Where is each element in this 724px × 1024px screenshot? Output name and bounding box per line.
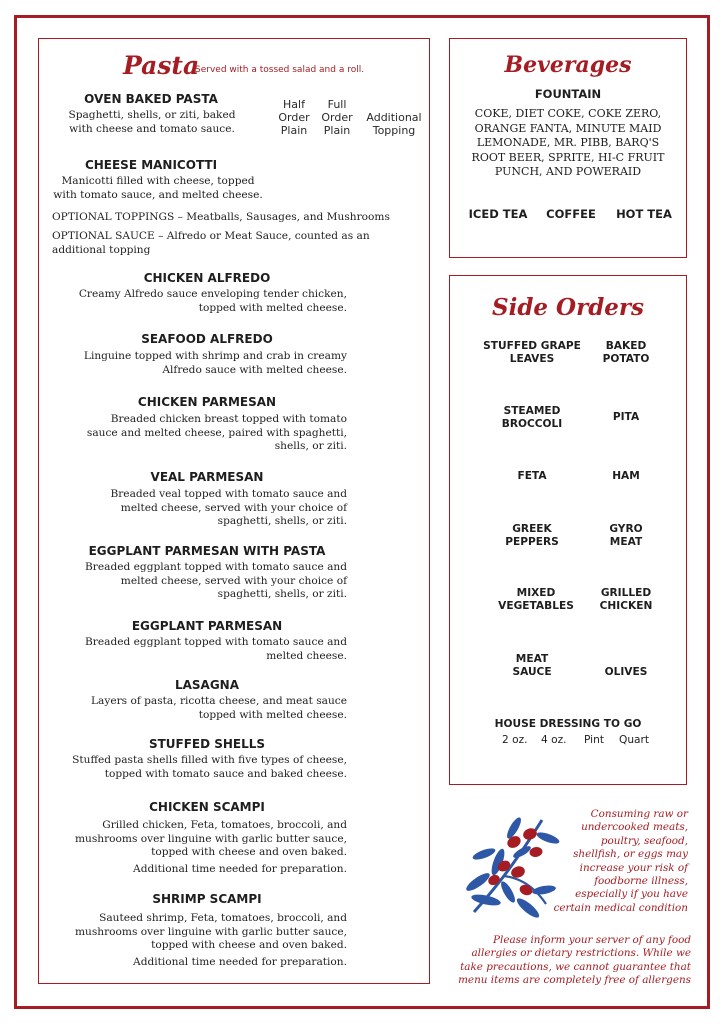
beverage-item: ICED TEA (468, 207, 528, 221)
olive-branch-icon (464, 808, 564, 918)
menu-item-description: Breaded veal topped with tomato sauce and melted cheese, served with your choice of spaghetti, shells, or ziti. (110, 488, 347, 528)
side-order-item: GYRO MEAT (609, 523, 643, 548)
menu-item-title: CHEESE MANICOTTI (84, 158, 218, 172)
menu-item-title: STUFFED SHELLS (148, 737, 266, 751)
beverage-item: HOT TEA (616, 207, 672, 221)
menu-item-title: SEAFOOD ALFREDO (141, 332, 273, 346)
menu-item-title: CHICKEN PARMESAN (137, 395, 277, 409)
pasta-subtitle: Served with a tossed salad and a roll. (195, 65, 365, 75)
dressing-size: Pint (584, 734, 604, 746)
beverages-title: Beverages (504, 52, 632, 78)
house-dressing-label: HOUSE DRESSING TO GO (494, 718, 642, 730)
side-order-item: GREEK PEPPERS (505, 523, 559, 548)
menu-item-title: CHICKEN ALFREDO (143, 271, 271, 285)
side-order-item: GRILLED CHICKEN (599, 587, 653, 612)
column-header-full-order: Full Order Plain (321, 98, 353, 137)
menu-item-title: CHICKEN SCAMPI (149, 800, 265, 814)
side-order-item: OLIVES (604, 666, 648, 678)
menu-item-title: SHRIMP SCAMPI (152, 892, 262, 906)
side-orders-title: Side Orders (491, 294, 644, 321)
side-order-item: MEAT SAUCE (512, 653, 552, 678)
menu-item-description: Creamy Alfredo sauce enveloping tender chicken, topped with melted cheese. (78, 288, 347, 314)
dressing-size: 2 oz. (502, 734, 528, 746)
side-order-item: BAKED POTATO (602, 340, 650, 365)
menu-item-description: Linguine topped with shrimp and crab in creamy Alfredo sauce with melted cheese. (83, 350, 347, 376)
fountain-drinks-list: COKE, DIET COKE, COKE ZERO, ORANGE FANTA, MINUTE MAID LEMONADE, MR. PIBB, BARQ'S ROOT BEER, SPRITE, HI-C FRUIT PUNCH, AND POWERAID (471, 107, 665, 179)
consumption-advisory: Consuming raw or undercooked meats, poultry, seafood, shellfish, or eggs may increase your risk of foodborne illness, especially if you have certain medical condition (553, 808, 688, 914)
optional-toppings-note: OPTIONAL TOPPINGS – Meatballs, Sausages, and Mushrooms (52, 211, 390, 223)
side-order-item: MIXED VEGETABLES (498, 587, 574, 612)
menu-item-title: OVEN BAKED PASTA (84, 92, 218, 106)
menu-item-title: LASAGNA (174, 678, 240, 692)
side-order-item: PITA (612, 411, 640, 423)
side-order-item: STEAMED BROCCOLI (501, 405, 563, 430)
pasta-title: Pasta (123, 51, 200, 80)
menu-item-description: Grilled chicken, Feta, tomatoes, broccoli, and mushrooms over linguine with garlic butter sauce, topped with cheese and oven baked. (74, 819, 347, 859)
menu-item-description: Breaded eggplant topped with tomato sauce and melted cheese, served with your choice of spaghetti, shells, or ziti. (85, 561, 347, 601)
fountain-label: FOUNTAIN (534, 87, 602, 101)
menu-item-title: EGGPLANT PARMESAN (131, 619, 283, 633)
menu-item-title: VEAL PARMESAN (150, 470, 264, 484)
dressing-size: 4 oz. (541, 734, 567, 746)
column-header-half-order: Half Order Plain (278, 98, 310, 137)
allergy-notice: Please inform your server of any food allergies or dietary restrictions. While we take precautions, we cannot guarantee that menu items are completely free of allergens (458, 934, 691, 987)
optional-sauce-note: OPTIONAL SAUCE – Alfredo or Meat Sauce, counted as an additional topping (52, 230, 370, 256)
side-orders-section (449, 275, 687, 785)
beverage-item: COFFEE (546, 207, 596, 221)
dressing-size: Quart (619, 734, 650, 746)
side-order-item: FETA (517, 470, 547, 482)
menu-item-description: Breaded chicken breast topped with tomato sauce and melted cheese, paired with spaghetti, shells, or ziti. (86, 413, 347, 453)
menu-item-note: Additional time needed for preparation. (133, 956, 347, 968)
menu-item-description: Breaded eggplant topped with tomato sauce and melted cheese. (85, 636, 347, 662)
menu-item-description: Spaghetti, shells, or ziti, baked with cheese and tomato sauce. (68, 109, 236, 135)
menu-item-description: Stuffed pasta shells filled with five types of cheese, topped with tomato sauce and baked cheese. (72, 754, 347, 780)
menu-item-description: Manicotti filled with cheese, topped with tomato sauce, and melted cheese. (53, 175, 263, 201)
side-order-item: HAM (612, 470, 640, 482)
column-header-additional-topping: Additional Topping (366, 111, 422, 137)
beverages-section (449, 38, 687, 258)
menu-item-note: Additional time needed for preparation. (133, 863, 347, 875)
menu-item-title: EGGPLANT PARMESAN WITH PASTA (88, 544, 326, 558)
pasta-section (38, 38, 430, 984)
menu-item-description: Sauteed shrimp, Feta, tomatoes, broccoli, and mushrooms over linguine with garlic butter sauce, topped with cheese and oven baked. (74, 912, 347, 952)
menu-item-description: Layers of pasta, ricotta cheese, and meat sauce topped with melted cheese. (91, 695, 347, 721)
side-order-item: STUFFED GRAPE LEAVES (483, 340, 581, 365)
